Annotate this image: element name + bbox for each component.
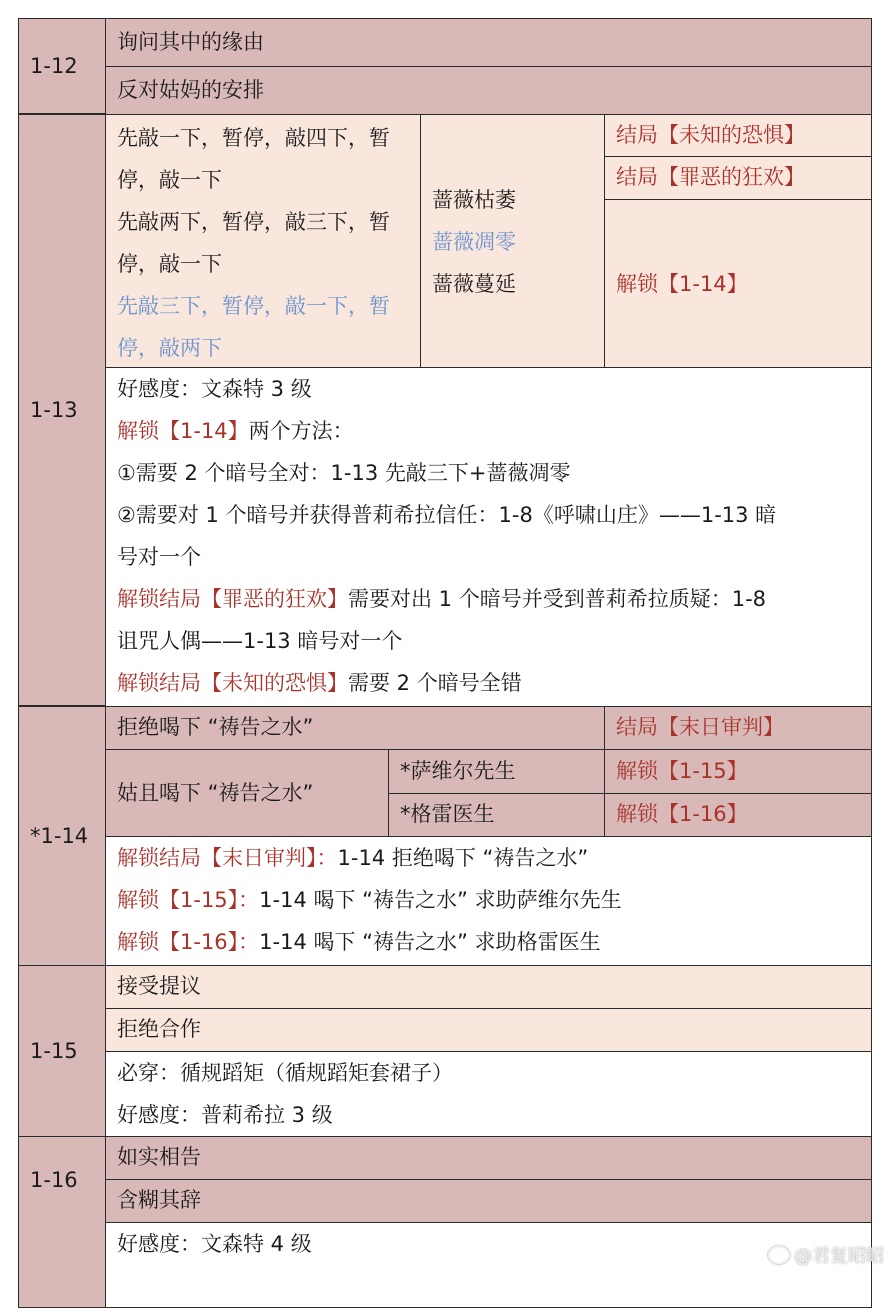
code-line-highlight: 先敲三下，暂停，敲一下，暂 bbox=[117, 294, 390, 318]
option-cell bbox=[105, 749, 389, 837]
option-cell bbox=[105, 965, 872, 1009]
weibo-icon bbox=[768, 1246, 790, 1264]
rose-option: 蔷薇枯萎 bbox=[432, 188, 516, 212]
row-id-label: 1-15 bbox=[30, 1039, 78, 1063]
option-text: 含糊其辞 bbox=[117, 1188, 201, 1212]
rose-option-highlight: 蔷薇凋零 bbox=[432, 230, 516, 254]
option-text: 反对姑妈的安排 bbox=[117, 78, 264, 102]
row-id-label: 1-16 bbox=[30, 1168, 78, 1192]
code-line: 停，敲一下 bbox=[117, 252, 222, 276]
outfit-note: 必穿：循规蹈矩（循规蹈矩套裙子） bbox=[117, 1061, 453, 1085]
ending-note-text: 需要对出 1 个暗号并受到普莉希拉质疑：1-8 bbox=[348, 587, 767, 611]
sub-option-text: *萨维尔先生 bbox=[400, 759, 516, 783]
unlock-note-text: 1-14 喝下 “祷告之水” 求助格雷医生 bbox=[259, 930, 601, 954]
note-cell bbox=[105, 1222, 872, 1308]
option-text: 接受提议 bbox=[117, 974, 201, 998]
ending-highlight: 解锁结局【未知的恐惧】 bbox=[117, 671, 348, 695]
option-cell bbox=[105, 1008, 872, 1052]
ending-note-text: 1-14 拒绝喝下 “祷告之水” bbox=[337, 846, 589, 870]
row-id-1-13 bbox=[18, 114, 106, 706]
result-cell bbox=[604, 114, 872, 157]
option-cell bbox=[105, 706, 605, 750]
unlock-note bbox=[117, 410, 871, 452]
unlock-label: 解锁【1-16】 bbox=[616, 802, 748, 826]
affinity-note: 好感度：普莉希拉 3 级 bbox=[117, 1103, 333, 1127]
unlock-highlight: 解锁【1-15】： bbox=[117, 888, 260, 912]
method-note: 号对一个 bbox=[117, 545, 201, 569]
unlock-label: 解锁【1-14】 bbox=[616, 271, 748, 296]
sub-option-text: *格雷医生 bbox=[400, 802, 495, 826]
ending-highlight: 解锁结局【罪恶的狂欢】 bbox=[117, 587, 348, 611]
row-id-1-12 bbox=[18, 18, 106, 114]
code-line: 先敲一下，暂停，敲四下，暂 bbox=[117, 126, 390, 150]
unlock-note-text: 1-14 喝下 “祷告之水” 求助萨维尔先生 bbox=[259, 888, 622, 912]
option-text: 如实相告 bbox=[117, 1145, 201, 1169]
code-line: 先敲两下，暂停，敲三下，暂 bbox=[117, 210, 390, 234]
ending-label: 结局【罪恶的狂欢】 bbox=[616, 165, 805, 189]
row-id-label: 1-13 bbox=[30, 398, 78, 422]
watermark-text: @君复昭昭 bbox=[794, 1246, 884, 1267]
result-cell bbox=[604, 156, 872, 200]
option-cell bbox=[105, 1179, 872, 1223]
sub-option-cell bbox=[388, 749, 605, 794]
note-cell bbox=[105, 836, 872, 966]
ending-label: 结局【未知的恐惧】 bbox=[616, 123, 805, 147]
option-cell bbox=[105, 66, 872, 115]
guide-table bbox=[18, 18, 872, 1288]
unlock-note bbox=[117, 921, 871, 963]
unlock-note bbox=[117, 879, 871, 921]
ending-note-text: 需要 2 个暗号全错 bbox=[348, 671, 522, 695]
watermark bbox=[768, 1242, 884, 1268]
unlock-note-text: 两个方法： bbox=[248, 419, 354, 443]
note-cell bbox=[105, 367, 872, 707]
rose-option: 蔷薇蔓延 bbox=[432, 272, 516, 296]
row-id-label: *1-14 bbox=[30, 824, 89, 848]
unlock-highlight: 解锁【1-16】： bbox=[117, 930, 260, 954]
result-cell bbox=[604, 706, 872, 750]
code-line: 停，敲一下 bbox=[117, 168, 222, 192]
row-id-label: 1-12 bbox=[30, 54, 78, 78]
unlock-label: 解锁【1-15】 bbox=[616, 759, 748, 783]
code-options-cell bbox=[105, 114, 421, 368]
row-id-1-14 bbox=[18, 706, 106, 966]
row-id-1-16 bbox=[18, 1136, 106, 1308]
option-text: 姑且喝下 “祷告之水” bbox=[117, 781, 314, 805]
ending-label: 结局【末日审判】 bbox=[616, 715, 784, 739]
option-text: 拒绝合作 bbox=[117, 1017, 201, 1041]
rose-options-cell bbox=[420, 114, 605, 368]
ending-note bbox=[117, 578, 871, 620]
option-cell bbox=[105, 18, 872, 67]
code-line-highlight: 停，敲两下 bbox=[117, 336, 222, 360]
method-note: ①需要 2 个暗号全对：1-13 先敲三下+蔷薇凋零 bbox=[117, 461, 571, 485]
result-cell bbox=[604, 199, 872, 368]
note-cell bbox=[105, 1051, 872, 1137]
ending-note bbox=[117, 662, 871, 704]
ending-highlight: 解锁结局【末日审判】： bbox=[117, 846, 338, 870]
ending-note bbox=[117, 837, 871, 879]
ending-note: 诅咒人偶——1-13 暗号对一个 bbox=[117, 629, 403, 653]
result-cell bbox=[604, 749, 872, 794]
sub-option-cell bbox=[388, 793, 605, 837]
row-id-1-15 bbox=[18, 965, 106, 1137]
method-note: ②需要对 1 个暗号并获得普莉希拉信任：1-8《呼啸山庄》——1-13 暗 bbox=[117, 503, 777, 527]
result-cell bbox=[604, 793, 872, 837]
option-text: 拒绝喝下 “祷告之水” bbox=[117, 715, 314, 739]
option-cell bbox=[105, 1136, 872, 1180]
affinity-note: 好感度：文森特 3 级 bbox=[117, 377, 312, 401]
unlock-highlight: 解锁【1-14】 bbox=[117, 419, 249, 443]
option-text: 询问其中的缘由 bbox=[117, 30, 264, 54]
affinity-note: 好感度：文森特 4 级 bbox=[117, 1232, 312, 1256]
